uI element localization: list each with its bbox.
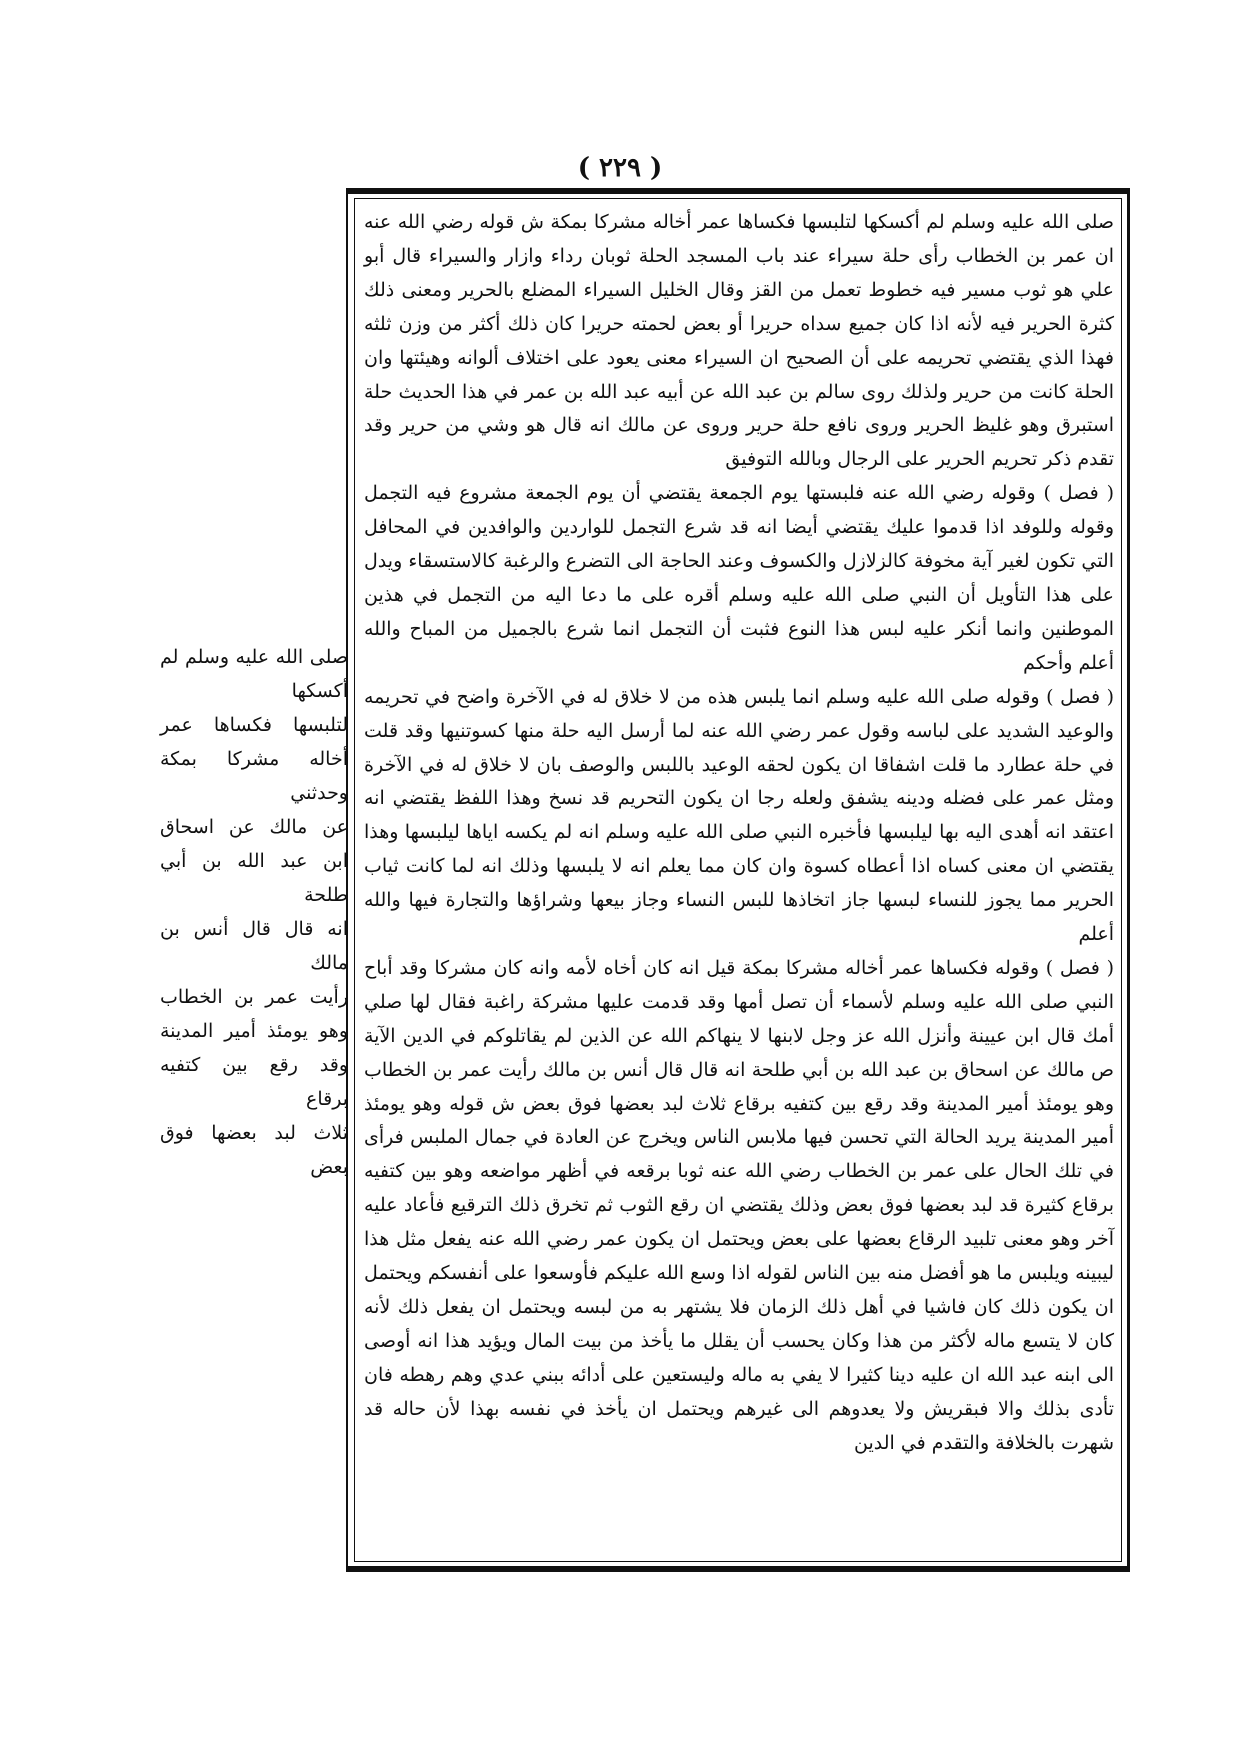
margin-line: وهو يومئذ أمير المدينة bbox=[160, 1020, 348, 1042]
commentary-paragraph: ( فصل ) وقوله فكساها عمر أخاله مشركا بمكة قيل انه كان أخاه لأمه وانه كان مشركا وقد أباح النبي صلى الله عليه وسلم لأسماء أن تصل أمها وقد قدمت عليها مشركة راغبة فقال لها صلي أمك قال ابن عيينة وأنزل الله عز وجل لابنها لا ينهاكم الله عن الذين لم يقاتلوكم في الدين الآية ص مالك عن اسحاق بن عبد الله بن أبي طلحة انه قال قال أنس بن مالك رأيت عمر بن الخطاب وهو يومئذ أمير المدينة وقد رقع بين كتفيه برقاع ثلاث لبد بعضها فوق بعض ش قوله وهو يومئذ أمير المدينة يريد الحالة التي تحسن فيها ملابس الناس ويخرج عن العادة في جمال الملبس فرأى في تلك الحال على عمر بن الخطاب رضي الله عنه ثوبا برقعه في أظهر مواضعه وهو بين كتفيه برقاع كثيرة قد لبد بعضها فوق بعض وذلك يقتضي ان رقع الثوب ثم تخرق ذلك الترقيع فأعاد عليه آخر وهو معنى تلبيد الرقاع بعضها على بعض ويحتمل ان يكون عمر رضي الله عنه يفعل مثل هذا ليبينه ويلبس ما هو أفضل منه بين الناس لقوله اذا وسع الله عليكم فأوسعوا على أنفسكم ويحتمل ان يكون ذلك كان فاشيا في أهل ذلك الزمان فلا يشتهر به من لبسه ويحتمل ان يفعل ذلك لأنه كان لا يتسع ماله لأكثر من هذا وكان يحسب أن يقلل ما يأخذ من بيت المال ويؤيد هذا انه أوصى الى ابنه عبد الله ان عليه دينا كثيرا لا يفي به ماله وليستعين على أدائه ببني عدي وهم رهطه فان تأدى بذلك والا فبقريش ولا يعدوهم الى غيرهم ويحتمل ان يأخذ في نفسه بهذا لأن حاله قد شهرت بالخلافة والتقدم في الدين bbox=[364, 956, 1114, 1454]
margin-line: وقد رقع بين كتفيه برقاع bbox=[160, 1054, 348, 1110]
margin-line: صلى الله عليه وسلم لم أكسكها bbox=[160, 646, 348, 702]
commentary-paragraph: صلى الله عليه وسلم لم أكسكها لتلبسها فكساها عمر أخاله مشركا بمكة ش قوله رضي الله عنه ان عمر بن الخطاب رأى حلة سيراء عند باب المسجد الحلة ثوبان رداء وازار والسيراء قال أبو علي هو ثوب مسير فيه خطوط تعمل من القز وقال الخليل السيراء المضلع بالحرير ومعنى ذلك كثرة الحرير فيه لأنه اذا كان جميع سداه حريرا أو بعض لحمته حريرا كان ذلك أكثر من وزن ثلثه فهذا الذي يقتضي تحريمه على أن الصحيح ان السيراء معنى يعود على اختلاف ألوانه وهيئتها وان الحلة كانت من حرير ولذلك روى سالم بن عبد الله عن أبيه عبد الله بن عمر في هذا الحديث حلة استبرق وهو غليظ الحرير وروى نافع حلة حرير وروى عن مالك انه قال هو وشي من حرير وقد تقدم ذكر تحريم الحرير على الرجال وبالله التوفيق bbox=[364, 211, 1114, 471]
margin-line: ابن عبد الله بن أبي طلحة bbox=[160, 850, 348, 906]
commentary-paragraph: ( فصل ) وقوله رضي الله عنه فلبستها يوم الجمعة يقتضي أن يوم الجمعة مشروع فيه التجمل وقوله وللوفد اذا قدموا عليك يقتضي أيضا انه قد شرع التجمل للواردين والوافدين في المحافل التي تكون لغير آية مخوفة كالزلازل والكسوف وعند الحاجة الى التضرع والرغبة كالاستسقاء ويدل على هذا التأويل أن النبي صلى الله عليه وسلم أقره على ما دعا اليه من التجمل في هذين الموطنين وانما أنكر عليه لبس هذا النوع فثبت أن التجمل انما شرع بالجميل من المباح والله أعلم وأحكم bbox=[364, 482, 1114, 674]
commentary-paragraph: ( فصل ) وقوله صلى الله عليه وسلم انما يلبس هذه من لا خلاق له في الآخرة واضح في تحريمه والوعيد الشديد على لباسه وقول عمر رضي الله عنه لما أرسل اليه حلة منها كسوتنيها وقد قلت في حلة عطارد ما قلت اشفاقا ان يكون لحقه الوعيد باللبس والوصف بان لا خلاق له في الآخرة ومثل عمر على فضله ودينه يشفق ولعله رجا ان يكون التحريم قد نسخ وهذا اللفظ يقتضي انه اعتقد انه أهدى اليه بها ليلبسها فأخبره النبي صلى الله عليه وسلم انه لم يكسه اياها ليلبسها وهذا يقتضي ان معنى كساه اذا أعطاه كسوة وان كان مما يعلم انه لا يلبسها وذلك انه لما كانت ثياب الحرير مما يجوز للنساء لبسها جاز اتخاذها للبس النساء وجاز بيعها وشراؤها والتجارة فيها والله أعلم bbox=[364, 685, 1114, 946]
margin-hadith-text bbox=[160, 640, 348, 1178]
main-text-frame bbox=[346, 188, 1130, 1572]
margin-line: انه قال قال أنس بن مالك bbox=[160, 918, 348, 974]
margin-line: رأيت عمر بن الخطاب bbox=[160, 986, 348, 1008]
main-commentary-text bbox=[364, 206, 1114, 1560]
margin-line: عن مالك عن اسحاق bbox=[160, 816, 348, 838]
margin-line: ثلاث لبد بعضها فوق بعض bbox=[160, 1122, 348, 1178]
margin-line: لتلبسها فكساها عمر bbox=[160, 714, 348, 736]
page-number: ( ٢٢٩ ) bbox=[577, 153, 663, 183]
margin-line: أخاله مشركا بمكة وحدثني bbox=[160, 748, 348, 804]
